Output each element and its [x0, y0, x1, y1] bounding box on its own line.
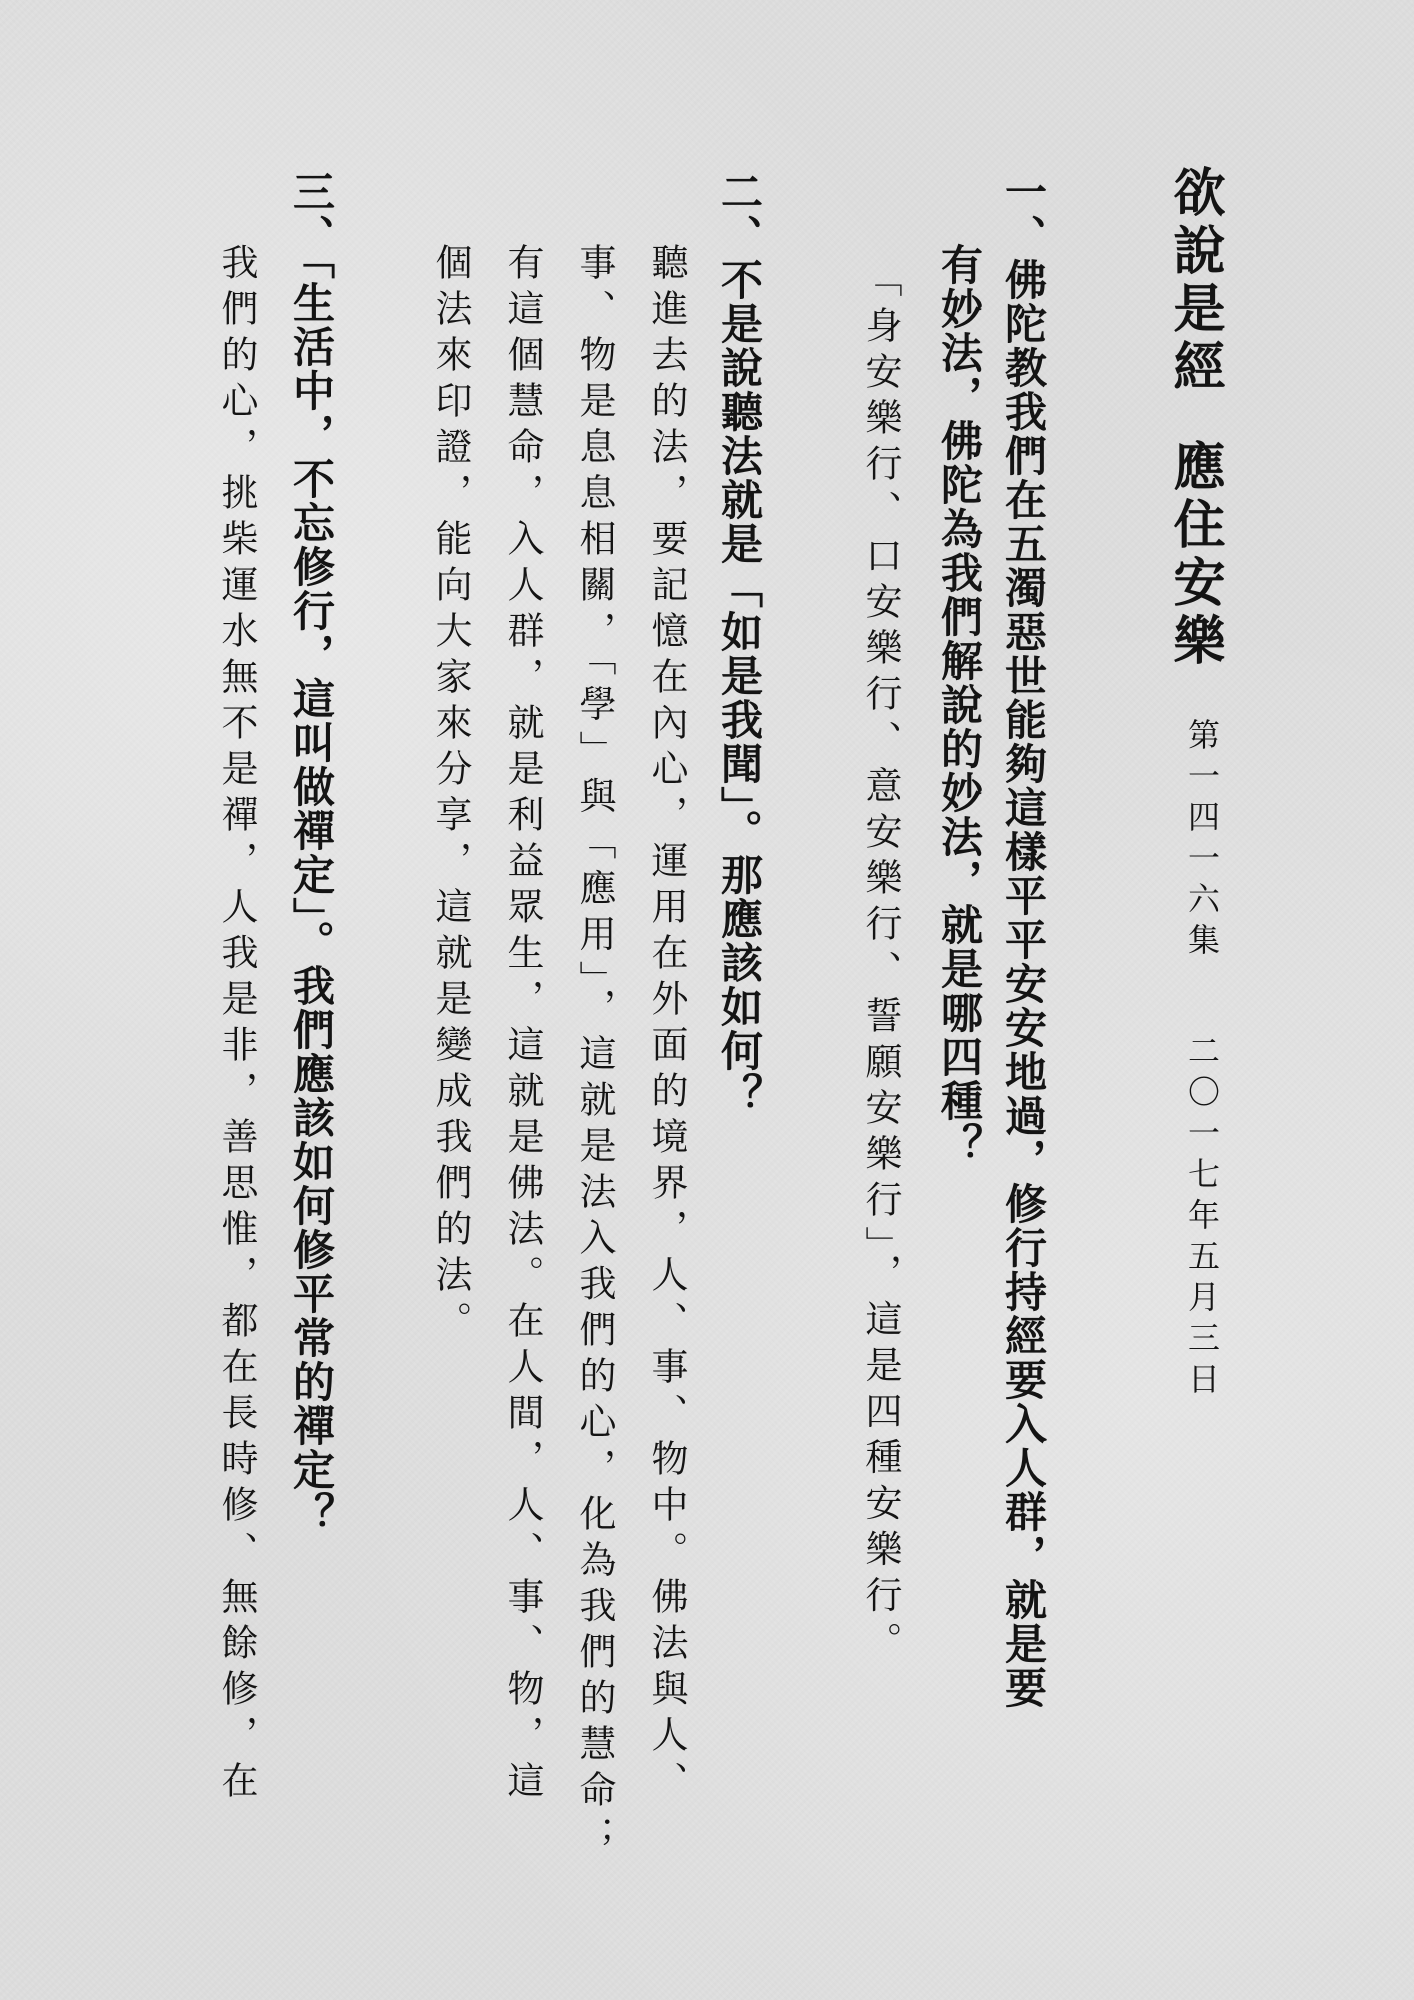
question-1-line-2: 有妙法，佛陀為我們解說的妙法，就是哪四種？	[935, 243, 984, 1167]
question-3: 三、「生活中，不忘修行，這叫做禪定」。我們應該如何修平常的禪定？	[287, 170, 336, 1536]
answer-2-line-2: 事、物是息息相關，「學」與「應用」，這就是法入我們的心，化為我們的慧命；	[573, 243, 616, 1862]
title-part-2: 應住安樂	[1164, 439, 1225, 671]
page-title	[1164, 165, 1225, 671]
answer-2-line-1: 聽進去的法，要記憶在內心，運用在外面的境界，人、事、物中。佛法與人、	[645, 243, 688, 1807]
question-1-line-1: 一、佛陀教我們在五濁惡世能夠這樣平平安安地過，修行持經要入人群，就是要	[999, 170, 1048, 1710]
episode-number: 第一四一六集	[1183, 718, 1221, 964]
episode-date-line	[1183, 718, 1221, 1403]
date: 二〇一七年五月三日	[1183, 1034, 1221, 1403]
answer-1-line-1: 「身安樂行、口安樂行、意安樂行、誓願安樂行」，這是四種安樂行。	[859, 260, 902, 1668]
title-part-1: 欲說是經	[1164, 165, 1225, 397]
answer-2-line-3: 有這個慧命，入人群，就是利益眾生，這就是佛法。在人間，人、事、物，這	[501, 243, 544, 1807]
question-2: 二、不是說聽法就是「如是我聞」。那應該如何？	[715, 170, 764, 1117]
answer-3-line-1: 我們的心，挑柴運水無不是禪，人我是非，善思惟，都在長時修、無餘修，在	[215, 243, 258, 1807]
answer-2-line-4: 個法來印證，能向大家來分享，這就是變成我們的法。	[429, 243, 472, 1347]
